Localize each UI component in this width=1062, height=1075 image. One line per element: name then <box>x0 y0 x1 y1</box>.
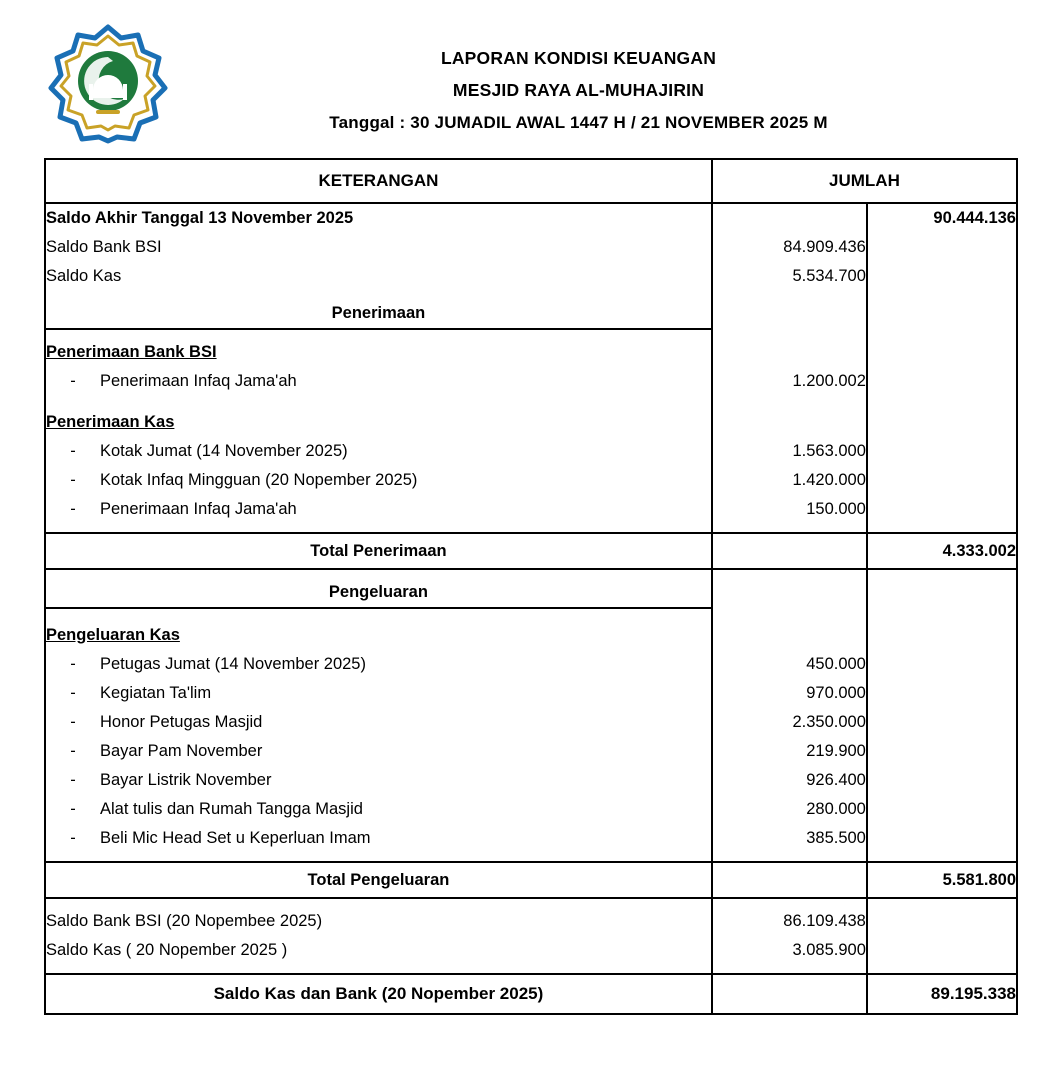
header-jumlah: JUMLAH <box>712 160 1016 203</box>
table-row <box>46 708 1016 737</box>
row-amount: 2.350.000 <box>712 708 867 737</box>
row-label-wrap <box>46 679 712 708</box>
spacer-cell <box>867 329 1016 338</box>
row-label: Alat tulis dan Rumah Tangga Masjid <box>100 800 363 818</box>
row-amount: 84.909.436 <box>712 233 867 262</box>
row-label-wrap <box>46 766 712 795</box>
spacer-cell <box>46 608 712 621</box>
spacer-cell <box>46 853 712 862</box>
table-row <box>46 203 1016 233</box>
bullet-dash: - <box>70 655 76 673</box>
bullet-dash: - <box>70 829 76 847</box>
table-row <box>46 233 1016 262</box>
row-amount <box>712 621 867 650</box>
row-label-wrap <box>46 495 712 524</box>
row-total <box>867 262 1016 291</box>
spacer-cell <box>46 396 712 408</box>
row-total <box>867 907 1016 936</box>
row-total <box>867 578 1016 608</box>
spacer-cell <box>46 569 712 578</box>
row-label-wrap <box>46 466 712 495</box>
table-row <box>46 437 1016 466</box>
row-label-wrap <box>46 795 712 824</box>
row-amount: 926.400 <box>712 766 867 795</box>
row-amount: 1.563.000 <box>712 437 867 466</box>
spacer-cell <box>712 569 867 578</box>
row-label: Beli Mic Head Set u Keperluan Imam <box>100 829 371 847</box>
spacer-row <box>46 898 1016 907</box>
table-row <box>46 262 1016 291</box>
row-total <box>867 495 1016 524</box>
row-label: Pengeluaran <box>46 578 712 608</box>
row-amount: 3.085.900 <box>712 936 867 965</box>
financial-table-container <box>44 158 1018 1015</box>
row-total <box>867 737 1016 766</box>
spacer-cell <box>712 898 867 907</box>
spacer-cell <box>712 608 867 621</box>
bullet-dash: - <box>70 713 76 731</box>
row-label: Saldo Kas ( 20 Nopember 2025 ) <box>46 941 288 959</box>
subheading-label: Penerimaan Kas <box>46 413 175 431</box>
spacer-cell <box>712 853 867 862</box>
bullet-dash: - <box>70 771 76 789</box>
bullet-dash: - <box>70 372 76 390</box>
table-row <box>46 466 1016 495</box>
table-row <box>46 824 1016 853</box>
spacer-row <box>46 524 1016 533</box>
row-label-wrap <box>46 408 712 437</box>
row-total <box>867 367 1016 396</box>
bullet-dash: - <box>70 742 76 760</box>
spacer-cell <box>867 396 1016 408</box>
section-row-penerimaan <box>46 299 1016 329</box>
row-amount: 86.109.438 <box>712 907 867 936</box>
table-row <box>46 408 1016 437</box>
spacer-cell <box>712 396 867 408</box>
spacer-cell <box>712 965 867 974</box>
grand-total-row <box>46 974 1016 1013</box>
row-total: 89.195.338 <box>867 974 1016 1013</box>
row-label: Saldo Kas dan Bank (20 Nopember 2025) <box>46 974 712 1013</box>
document-header <box>0 0 1062 144</box>
spacer-cell <box>712 329 867 338</box>
table-row <box>46 766 1016 795</box>
row-amount: 970.000 <box>712 679 867 708</box>
financial-table <box>46 160 1016 1013</box>
row-amount: 5.534.700 <box>712 262 867 291</box>
row-amount: 280.000 <box>712 795 867 824</box>
row-amount: 150.000 <box>712 495 867 524</box>
row-amount: 219.900 <box>712 737 867 766</box>
row-label: Saldo Bank BSI <box>46 238 162 256</box>
row-amount <box>712 578 867 608</box>
row-total <box>867 679 1016 708</box>
table-row <box>46 795 1016 824</box>
bullet-dash: - <box>70 684 76 702</box>
row-total <box>867 408 1016 437</box>
row-total: 5.581.800 <box>867 862 1016 898</box>
row-label: Petugas Jumat (14 November 2025) <box>100 655 366 673</box>
row-amount <box>712 299 867 329</box>
report-title: LAPORAN KONDISI KEUANGAN <box>440 48 717 68</box>
row-total <box>867 766 1016 795</box>
row-total <box>867 466 1016 495</box>
row-label-wrap <box>46 338 712 367</box>
row-amount <box>712 338 867 367</box>
row-label-wrap <box>46 437 712 466</box>
report-date: Tanggal : 30 JUMADIL AWAL 1447 H / 21 NOVEMBER 2025 M <box>329 112 828 132</box>
row-amount: 450.000 <box>712 650 867 679</box>
table-row <box>46 495 1016 524</box>
table-row <box>46 367 1016 396</box>
spacer-cell <box>867 965 1016 974</box>
bullet-dash: - <box>70 800 76 818</box>
spacer-row <box>46 853 1016 862</box>
bullet-dash: - <box>70 471 76 489</box>
total-penerimaan-row <box>46 533 1016 569</box>
row-label: Saldo Akhir Tanggal 13 November 2025 <box>46 209 354 227</box>
row-label: Saldo Kas <box>46 267 122 285</box>
spacer-cell <box>712 291 867 299</box>
row-total <box>867 708 1016 737</box>
spacer-row <box>46 396 1016 408</box>
bullet-dash: - <box>70 500 76 518</box>
row-label: Total Penerimaan <box>46 533 712 569</box>
header-keterangan: KETERANGAN <box>46 160 712 203</box>
row-label: Bayar Listrik November <box>100 771 272 789</box>
row-total <box>867 299 1016 329</box>
row-label: Kotak Infaq Mingguan (20 Nopember 2025) <box>100 471 418 489</box>
spacer-cell <box>46 329 712 338</box>
section-row-pengeluaran <box>46 578 1016 608</box>
row-total <box>867 795 1016 824</box>
row-label-wrap <box>46 708 712 737</box>
row-total: 4.333.002 <box>867 533 1016 569</box>
row-total <box>867 621 1016 650</box>
row-label: Penerimaan Infaq Jama'ah <box>100 500 297 518</box>
row-amount <box>712 408 867 437</box>
bullet-dash: - <box>70 442 76 460</box>
row-label-wrap <box>46 650 712 679</box>
spacer-cell <box>712 524 867 533</box>
title-block <box>215 18 1062 138</box>
row-label: Total Pengeluaran <box>46 862 712 898</box>
row-amount <box>712 203 867 233</box>
table-row <box>46 907 1016 936</box>
spacer-cell <box>46 291 712 299</box>
row-label-wrap <box>46 824 712 853</box>
subheading-label: Pengeluaran Kas <box>46 626 180 644</box>
row-total <box>867 936 1016 965</box>
row-label: Penerimaan <box>46 299 712 329</box>
row-total <box>867 233 1016 262</box>
spacer-row <box>46 608 1016 621</box>
spacer-row <box>46 965 1016 974</box>
row-label: Kotak Jumat (14 November 2025) <box>100 442 348 460</box>
row-label: Penerimaan Infaq Jama'ah <box>100 372 297 390</box>
logo-container <box>0 18 215 144</box>
row-amount <box>712 533 867 569</box>
row-amount <box>712 974 867 1013</box>
table-row <box>46 936 1016 965</box>
total-pengeluaran-row <box>46 862 1016 898</box>
row-amount <box>712 862 867 898</box>
subheading-label: Penerimaan Bank BSI <box>46 343 217 361</box>
table-row <box>46 338 1016 367</box>
row-label: Honor Petugas Masjid <box>100 713 263 731</box>
spacer-cell <box>867 898 1016 907</box>
row-label: Kegiatan Ta'lim <box>100 684 212 702</box>
spacer-row <box>46 329 1016 338</box>
row-label-wrap <box>46 367 712 396</box>
table-header-row <box>46 160 1016 203</box>
row-amount: 1.420.000 <box>712 466 867 495</box>
table-row <box>46 621 1016 650</box>
row-label-wrap <box>46 621 712 650</box>
spacer-cell <box>867 608 1016 621</box>
spacer-row <box>46 291 1016 299</box>
spacer-cell <box>867 853 1016 862</box>
row-total: 90.444.136 <box>867 203 1016 233</box>
spacer-row <box>46 569 1016 578</box>
row-amount: 385.500 <box>712 824 867 853</box>
row-total <box>867 824 1016 853</box>
spacer-cell <box>867 291 1016 299</box>
row-total <box>867 437 1016 466</box>
table-row <box>46 737 1016 766</box>
table-row <box>46 650 1016 679</box>
row-total <box>867 338 1016 367</box>
mosque-name: MESJID RAYA AL-MUHAJIRIN <box>452 80 705 101</box>
table-row <box>46 679 1016 708</box>
mosque-logo-icon <box>48 24 168 144</box>
row-amount: 1.200.002 <box>712 367 867 396</box>
row-label-wrap <box>46 737 712 766</box>
spacer-cell <box>867 524 1016 533</box>
spacer-cell <box>46 898 712 907</box>
row-label: Bayar Pam November <box>100 742 263 760</box>
row-total <box>867 650 1016 679</box>
spacer-cell <box>46 965 712 974</box>
spacer-cell <box>46 524 712 533</box>
spacer-cell <box>867 569 1016 578</box>
row-label: Saldo Bank BSI (20 Nopembee 2025) <box>46 912 323 930</box>
